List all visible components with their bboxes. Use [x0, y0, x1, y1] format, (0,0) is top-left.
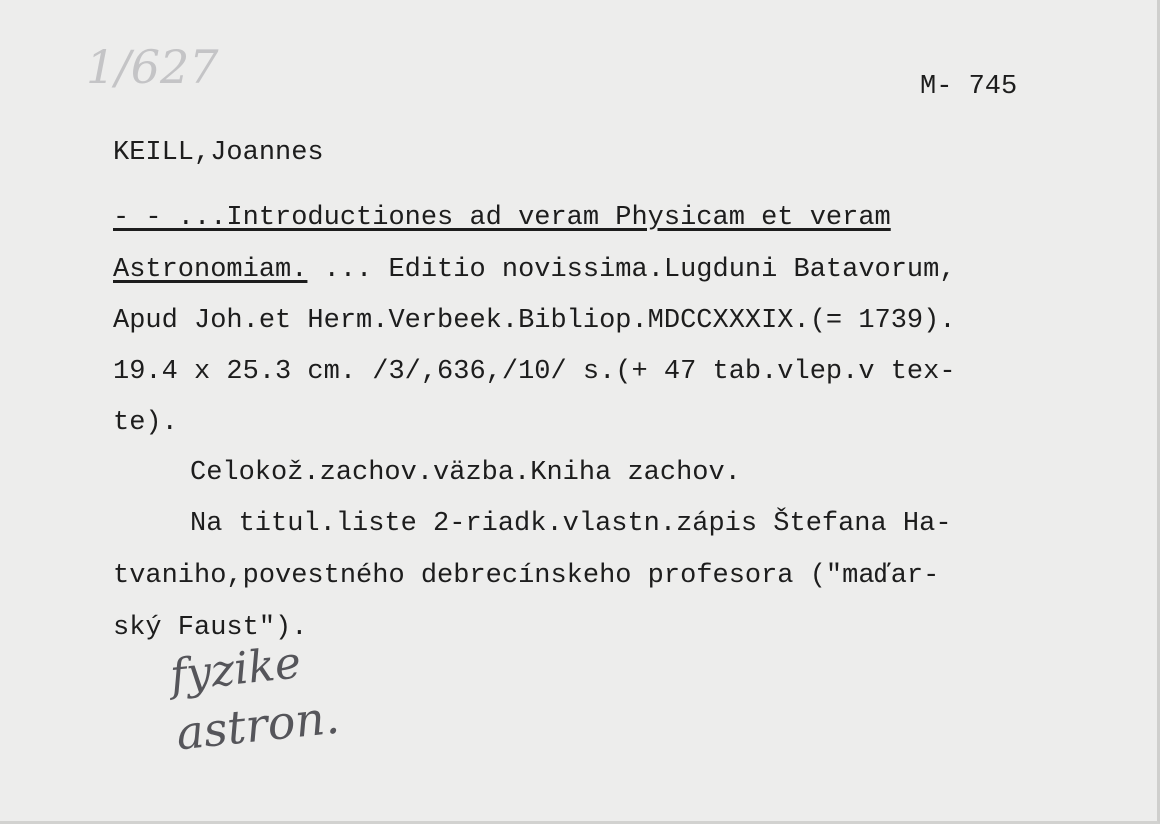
- binding-note: Celokož.zachov.väzba.Kniha zachov.: [190, 458, 741, 488]
- title-line-2-underlined: Astronomiam.: [113, 255, 308, 285]
- author-heading: KEILL,Joannes: [113, 138, 324, 168]
- dimensions-line-cont: te).: [113, 408, 178, 438]
- dimensions-line: 19.4 x 25.3 cm. /3/,636,/10/ s.(+ 47 tab.vlep.v tex-: [113, 357, 956, 387]
- title-line-1: - - ...Introductiones ad veram Physicam et veram: [113, 203, 891, 233]
- publisher-line: Apud Joh.et Herm.Verbeek.Bibliop.MDCCXXXIX.(= 1739).: [113, 306, 956, 336]
- handwritten-subject-1: fyzike: [167, 637, 304, 702]
- provenance-note-line-2: tvaniho,povestného debrecínskeho profesora ("maďar-: [113, 561, 940, 591]
- provenance-note-line-3: ský Faust").: [113, 613, 308, 643]
- shelfmark: M- 745: [920, 72, 1018, 102]
- pencil-number: 1/627: [86, 40, 219, 94]
- handwritten-subject-2: astron.: [173, 689, 342, 761]
- provenance-note-line-1: Na titul.liste 2-riadk.vlastn.zápis Štefana Ha-: [190, 509, 952, 539]
- title-line-2-rest: ... Editio novissima.Lugduni Batavorum,: [307, 255, 956, 285]
- title-line-2: [113, 257, 956, 284]
